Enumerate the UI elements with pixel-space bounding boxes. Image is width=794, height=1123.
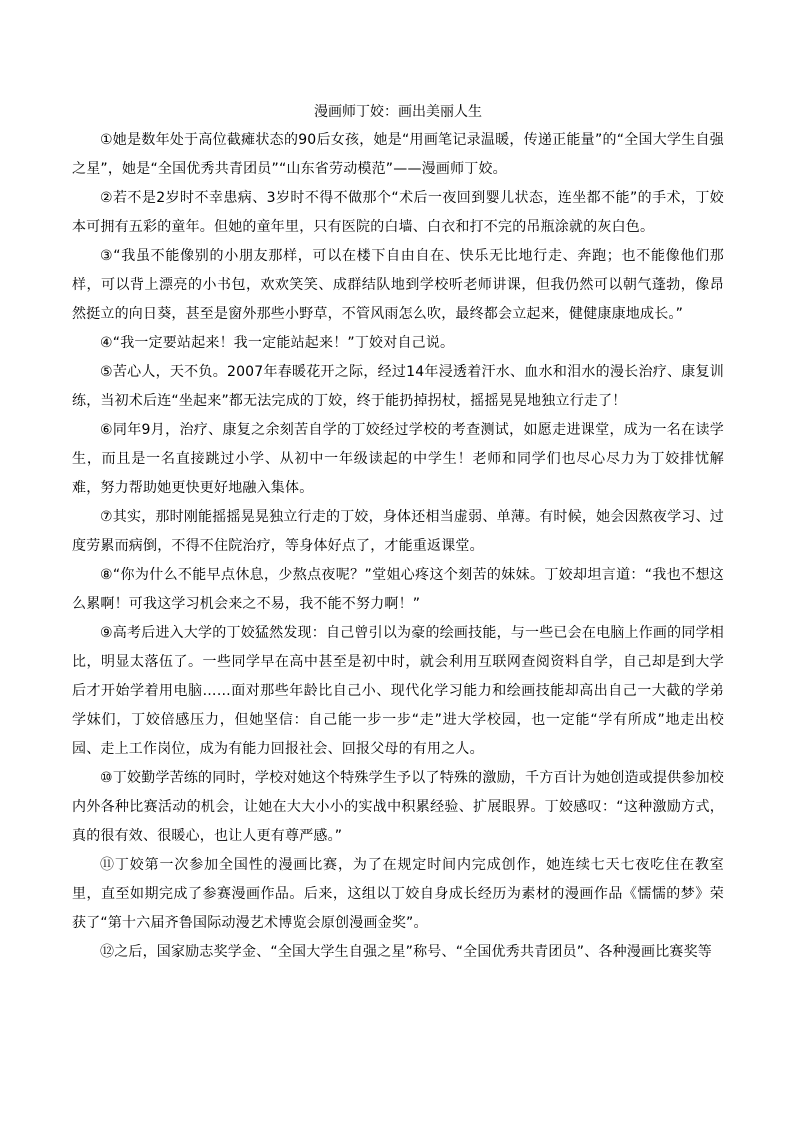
paragraph-6: ⑥同年9月，治疗、康复之余刻苦自学的丁姣经过学校的考查测试，如愿走进课堂，成为一名在读学生，而且是一名直接跳过小学、从初中一年级读起的中学生！老师和同学们也尽心尽力为丁姣排忧解难，努力帮助她更快更好地融入集体。 — [72, 422, 724, 496]
paragraph-9: ⑨高考后进入大学的丁姣猛然发现：自己曾引以为豪的绘画技能，与一些已会在电脑上作画的同学相比，明显太落伍了。一些同学早在高中甚至是初中时，就会利用互联网查阅资料自学，自己却是到大学后才开始学着用电脑……面对那些年龄比自己小、现代化学习能力和绘画技能却高出自己一大截的学弟学妹们，丁姣倍感压力，但她坚信：自己能一步一步“走”进大学校园，也一定能“学有所成”地走出校园、走上工作岗位，成为有能力回报社会、回报父母的有用之人。 — [72, 625, 724, 757]
paragraph-5: ⑤苦心人，天不负。2007年春暖花开之际，经过14年浸透着汗水、血水和泪水的漫长治疗、康复训练，当初术后连“坐起来”都无法完成的丁姣，终于能扔掉拐杖，摇摇晃晃地独立行走了！ — [72, 364, 724, 409]
paragraph-8: ⑧“你为什么不能早点休息，少熬点夜呢？”堂姐心疼这个刻苦的妹妹。丁姣却坦言道：“我也不想这么累啊！可我这学习机会来之不易，我不能不努力啊！” — [72, 567, 724, 612]
paragraph-1: ①她是数年处于高位截瘫状态的90后女孩，她是“用画笔记录温暖，传递正能量”的“全国大学生自强之星”，她是“全国优秀共青团员”“山东省劳动模范”——漫画师丁姣。 — [72, 132, 724, 177]
paragraph-2: ②若不是2岁时不幸患病、3岁时不得不做那个“术后一夜回到婴儿状态，连坐都不能”的手术，丁姣本可拥有五彩的童年。但她的童年里，只有医院的白墙、白衣和打不完的吊瓶涂就的灰白色。 — [72, 190, 724, 235]
paragraph-7: ⑦其实，那时刚能摇摇晃晃独立行走的丁姣，身体还相当虚弱、单薄。有时候，她会因熬夜学习、过度劳累而病倒，不得不住院治疗，等身体好点了，才能重返课堂。 — [72, 509, 724, 554]
paragraph-11: ⑪丁姣第一次参加全国性的漫画比赛，为了在规定时间内完成创作，她连续七天七夜吃住在教室里，直至如期完成了参赛漫画作品。后来，这组以丁姣自身成长经历为素材的漫画作品《懦懦的梦》荣获了“第十六届齐鲁国际动漫艺术博览会原创漫画金奖”。 — [72, 857, 724, 931]
paragraph-3: ③“我虽不能像别的小朋友那样，可以在楼下自由自在、快乐无比地行走、奔跑；也不能像他们那样，可以背上漂亮的小书包，欢欢笑笑、成群结队地到学校听老师讲课，但我仍然可以朝气蓬勃，像昂然挺立的向日葵，甚至是窗外那些小野草，不管风雨怎么吹，最终都会立起来，健健康康地成长。” — [72, 248, 724, 322]
paragraph-10: ⑩丁姣勤学苦练的同时，学校对她这个特殊学生予以了特殊的激励，千方百计为她创造或提供参加校内外各种比赛活动的机会，让她在大大小小的实战中积累经验、扩展眼界。丁姣感叹：“这种激励方式，真的很有效、很暖心，也让人更有尊严感。” — [72, 770, 724, 844]
paragraph-4: ④“我一定要站起来！我一定能站起来！”丁姣对自己说。 — [100, 335, 455, 351]
document-page — [72, 98, 724, 967]
document-title: 漫画师丁姣：画出美丽人生 — [314, 104, 482, 120]
paragraph-12: ⑫之后，国家励志奖学金、“全国大学生自强之星”称号、“全国优秀共青团员”、各种漫画比赛奖等 — [100, 944, 713, 960]
